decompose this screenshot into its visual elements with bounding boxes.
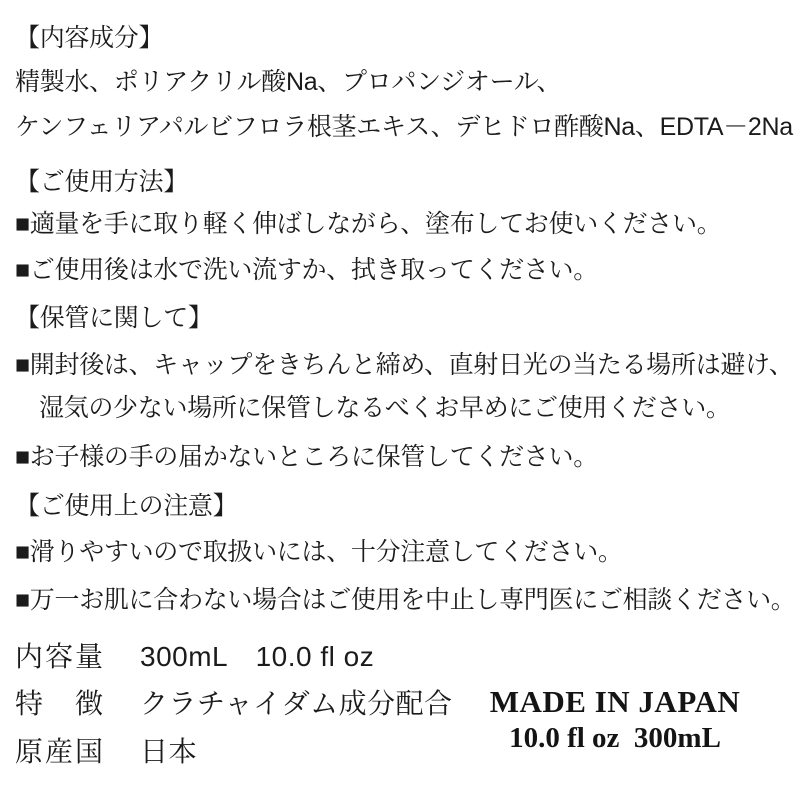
storage-line-2: ■お子様の手の届かないところに保管してください。 — [15, 443, 598, 471]
storage-line-1-continued: 湿気の少ない場所に保管しなるべくお早めにご使用ください。 — [39, 394, 731, 422]
spec-label-feature: 特 徴 — [15, 688, 106, 719]
spec-row-origin-country — [15, 738, 197, 766]
spec-label-volume: 内容量 — [15, 641, 106, 672]
usage-line-2: ■ご使用後は水で洗い流すか、拭き取ってください。 — [15, 256, 598, 284]
spec-value-feature: クラチャイダム成分配合 — [140, 688, 453, 719]
made-in-japan-mark — [487, 686, 743, 753]
section-heading-cautions: 【ご使用上の注意】 — [15, 492, 238, 520]
storage-line-1: ■開封後は、キャップをきちんと締め、直射日光の当たる場所は避け、 — [15, 351, 794, 379]
usage-line-1: ■適量を手に取り軽く伸ばしながら、塗布してお使いください。 — [15, 210, 722, 238]
section-heading-usage: 【ご使用方法】 — [15, 168, 188, 196]
spec-value-volume: 300mL 10.0 fl oz — [140, 641, 375, 672]
caution-line-2: ■万一お肌に合わない場合はご使用を中止し専門医にご相談ください。 — [15, 586, 796, 614]
ingredients-line-2: ケンフェリアパルビフロラ根茎エキス、デヒドロ酢酸Na、EDTA－2Na — [15, 113, 793, 141]
spec-value-origin-country: 日本 — [140, 736, 198, 767]
made-in-japan-text: MADE IN JAPAN — [489, 684, 741, 719]
spec-row-volume — [15, 643, 374, 671]
spec-row-feature — [15, 690, 453, 718]
caution-line-1: ■滑りやすいので取扱いには、十分注意してください。 — [15, 538, 623, 566]
ingredients-line-1: 精製水、ポリアクリル酸Na、プロパンジオール、 — [15, 68, 562, 96]
made-in-japan-volume-text: 10.0 fl oz 300mL — [509, 722, 721, 754]
section-heading-storage: 【保管に関して】 — [15, 304, 213, 332]
section-heading-ingredients: 【内容成分】 — [15, 24, 164, 52]
spec-label-origin-country: 原産国 — [15, 736, 106, 767]
